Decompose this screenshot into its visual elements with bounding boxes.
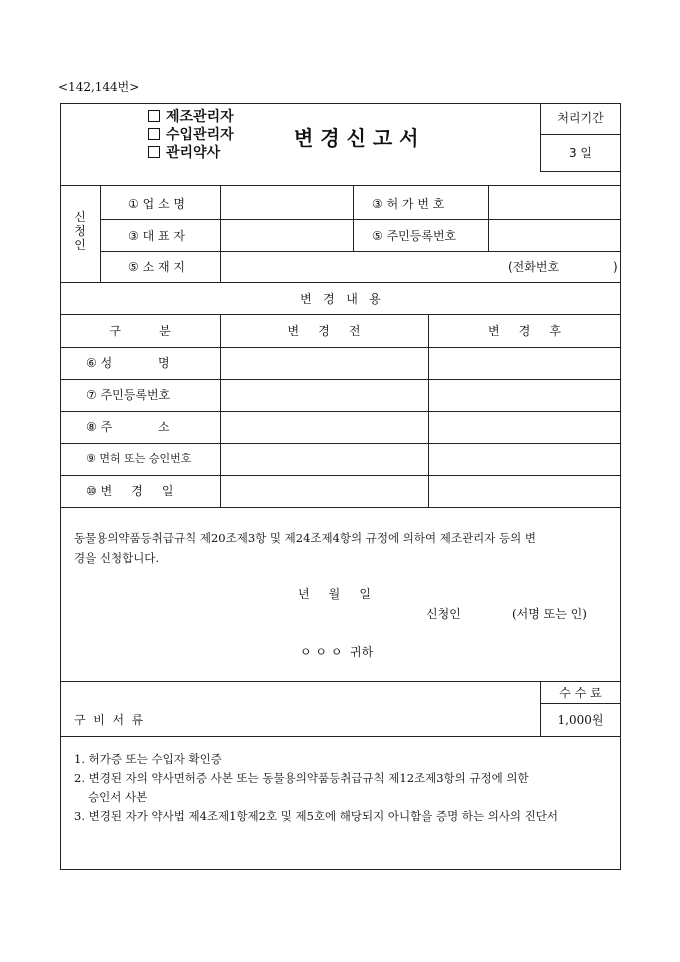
change-date-after-input[interactable] <box>430 477 619 505</box>
required-documents-label: 구 비 서 류 <box>74 713 144 727</box>
recipient: ㅇ ㅇ ㅇ 귀하 <box>300 645 374 659</box>
col-before-header: 변 경 전 <box>287 324 361 338</box>
divider <box>60 347 621 348</box>
col-category-header: 구 분 <box>109 324 171 338</box>
date-label: 년 월 일 <box>298 587 371 601</box>
checkbox-icon[interactable] <box>148 146 160 158</box>
license-number-label: ③ 허 가 번 호 <box>372 197 445 211</box>
divider <box>100 251 621 252</box>
divider <box>60 379 621 380</box>
name-after-input[interactable] <box>430 349 619 377</box>
resident-number-input[interactable] <box>490 221 619 249</box>
applicant-signature-name: 신청인 <box>426 607 461 621</box>
col-after-header: 변 경 후 <box>488 324 561 338</box>
divider <box>353 185 354 251</box>
row-resident-number-label: ⑦ 주민등록번호 <box>86 388 171 402</box>
document-item-1: 1. 허가증 또는 수입자 확인증 <box>74 752 222 766</box>
business-name-input[interactable] <box>222 187 351 217</box>
divider <box>488 185 489 251</box>
checkbox-managing-pharmacist[interactable]: 관리약사 <box>148 144 234 162</box>
address-input[interactable] <box>222 253 502 280</box>
declaration-text-line1: 동물용의약품등취급규칙 제20조제3항 및 제24조제4항의 규정에 의하여 제조관리자 등의 변 <box>74 531 536 545</box>
divider <box>60 507 621 508</box>
row-license-approval-label: ⑨ 면허 또는 승인번호 <box>86 452 192 465</box>
representative-label: ③ 대 표 자 <box>128 229 185 243</box>
divider <box>540 703 621 704</box>
signature-label: (서명 또는 인) <box>512 607 587 621</box>
divider <box>60 314 621 315</box>
divider <box>60 736 621 737</box>
divider <box>60 411 621 412</box>
resident-number-label: ⑤ 주민등록번호 <box>372 229 457 243</box>
divider <box>60 475 621 476</box>
phone-label: (전화번호 <box>508 260 560 274</box>
phone-close: ) <box>613 260 618 274</box>
page-title: 변 경 신 고 서 <box>294 126 419 150</box>
license-approval-before-input[interactable] <box>222 445 426 473</box>
change-date-before-input[interactable] <box>222 477 426 505</box>
processing-period-value: 3 일 <box>568 146 593 160</box>
declaration-text-line2: 경을 신청합니다. <box>74 551 160 565</box>
form-number: <142,144번> <box>58 80 140 94</box>
divider <box>60 681 621 682</box>
checkbox-manufacturing-manager[interactable]: 제조관리자 <box>148 108 234 126</box>
header-checkboxes <box>148 108 234 162</box>
checkbox-import-manager[interactable]: 수입관리자 <box>148 126 234 144</box>
representative-input[interactable] <box>222 221 351 249</box>
divider <box>540 171 621 172</box>
checkbox-icon[interactable] <box>148 110 160 122</box>
license-approval-after-input[interactable] <box>430 445 619 473</box>
row-name-label: ⑥ 성 명 <box>86 356 170 370</box>
address-after-input[interactable] <box>430 413 619 441</box>
divider <box>540 134 621 135</box>
divider <box>100 185 101 282</box>
divider <box>100 219 621 220</box>
fee-value: 1,000원 <box>557 713 604 727</box>
applicant-side-label: 신 청 인 <box>74 210 86 252</box>
license-number-input[interactable] <box>490 187 619 217</box>
resident-number-before-input[interactable] <box>222 381 426 409</box>
processing-period-label: 처리기간 <box>557 111 604 125</box>
checkbox-icon[interactable] <box>148 128 160 140</box>
divider <box>60 282 621 283</box>
row-change-date-label: ⑩ 변 경 일 <box>86 484 174 498</box>
row-address-label: ⑧ 주 소 <box>86 420 170 434</box>
divider <box>220 185 221 282</box>
address-label: ⑤ 소 재 지 <box>128 260 185 274</box>
divider <box>60 443 621 444</box>
document-item-3: 3. 변경된 자가 약사법 제4조제1항제2호 및 제5호에 해당되지 아니함을 증명 하는 의사의 진단서 <box>74 809 559 823</box>
business-name-label: ① 업 소 명 <box>128 197 185 211</box>
divider <box>60 185 621 186</box>
fee-label: 수 수 료 <box>559 686 602 700</box>
address-before-input[interactable] <box>222 413 426 441</box>
document-item-2-cont: 승인서 사본 <box>88 790 148 804</box>
resident-number-after-input[interactable] <box>430 381 619 409</box>
document-item-2: 2. 변경된 자의 약사면허증 사본 또는 동물용의약품등취급규칙 제12조제3항의 규정에 의한 <box>74 771 529 785</box>
name-before-input[interactable] <box>222 349 426 377</box>
changes-section-title: 변 경 내 용 <box>300 292 381 306</box>
